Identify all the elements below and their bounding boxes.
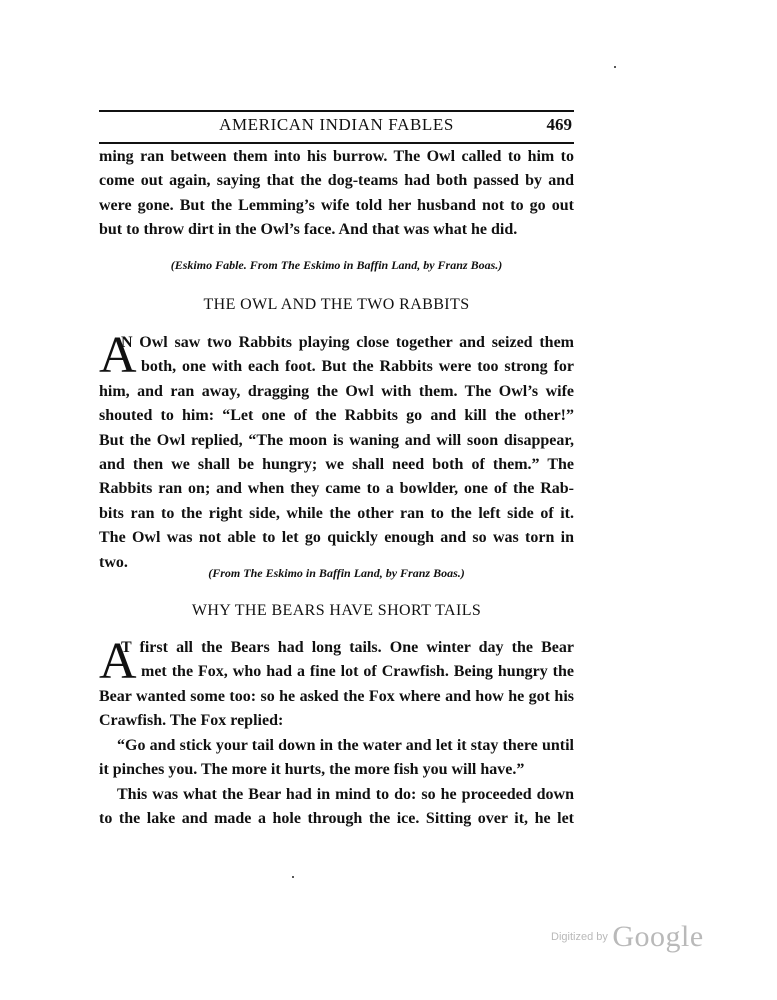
text-line: come out again, saying that the dog-teams had both passed by and xyxy=(99,172,574,190)
text-line: But the Owl replied, “The moon is waning and will soon disappear, xyxy=(99,431,574,449)
watermark-prefix: Digitized by xyxy=(551,931,608,943)
running-header xyxy=(99,110,574,144)
text-line: “Go and stick your tail down in the water and let it stay there until xyxy=(117,737,574,754)
text-line: both, one with each foot. But the Rabbits were too strong for xyxy=(141,358,574,376)
story-paragraph xyxy=(99,633,574,734)
text-line: met the Fox, who had a fine lot of Crawfish. Being hungry the xyxy=(141,663,574,681)
text-line: shouted to him: “Let one of the Rabbits go and kill the other!” xyxy=(99,407,574,425)
text-line: and then we shall be hungry; we shall need both of them.” The xyxy=(99,456,574,474)
text-line: were gone. But the Lemming’s wife told her husband not to go out xyxy=(99,196,574,214)
text-line: Crawfish. The Fox replied: xyxy=(99,712,284,730)
text-line: but to throw dirt in the Owl’s face. And that was what he did. xyxy=(99,221,518,239)
quote-paragraph xyxy=(99,734,574,783)
text-line: him, and ran away, dragging the Owl with them. The Owl’s wife xyxy=(99,382,574,400)
story-paragraph xyxy=(99,783,574,832)
page-number: 469 xyxy=(546,115,572,134)
text-line: Bear wanted some too: so he asked the Fox where and how he got his xyxy=(99,687,574,705)
text-line: T first all the Bears had long tails. One winter day the Bear xyxy=(121,639,574,656)
text-line: bits ran to the right side, while the other ran to the left side of it. xyxy=(99,504,574,522)
text-line: The Owl was not able to let go quickly enough and so was torn in two. xyxy=(99,529,574,571)
text-line: N Owl saw two Rabbits playing close together and seized them xyxy=(121,334,574,351)
opening-paragraph xyxy=(99,145,574,243)
story-paragraph xyxy=(99,327,574,575)
digitized-watermark xyxy=(551,920,704,954)
ink-speck xyxy=(614,66,616,68)
drop-cap: A xyxy=(99,327,137,384)
text-line: to the lake and made a hole through the ice. Sitting over it, he let xyxy=(99,810,574,828)
ink-speck xyxy=(292,876,294,878)
google-logo: Google xyxy=(612,920,704,953)
source-credit: (Eskimo Fable. From The Eskimo in Baffin Land, by Franz Boas.) xyxy=(170,258,503,272)
text-line: it pinches you. The more it hurts, the more fish you will have.” xyxy=(99,761,525,779)
text-line: This was what the Bear had in mind to do: so he proceeded down xyxy=(117,786,574,803)
drop-cap: A xyxy=(99,633,137,690)
running-title: AMERICAN INDIAN FABLES xyxy=(219,115,454,134)
story-title: WHY THE BEARS HAVE SHORT TAILS xyxy=(191,602,482,619)
text-line: Rabbits ran on; and when they came to a bowlder, one of the Rab- xyxy=(99,480,574,498)
source-credit: (From The Eskimo in Baffin Land, by Franz Boas.) xyxy=(208,566,465,580)
text-line: ming ran between them into his burrow. The Owl called to him to xyxy=(99,148,574,165)
story-title: THE OWL AND THE TWO RABBITS xyxy=(203,296,470,313)
